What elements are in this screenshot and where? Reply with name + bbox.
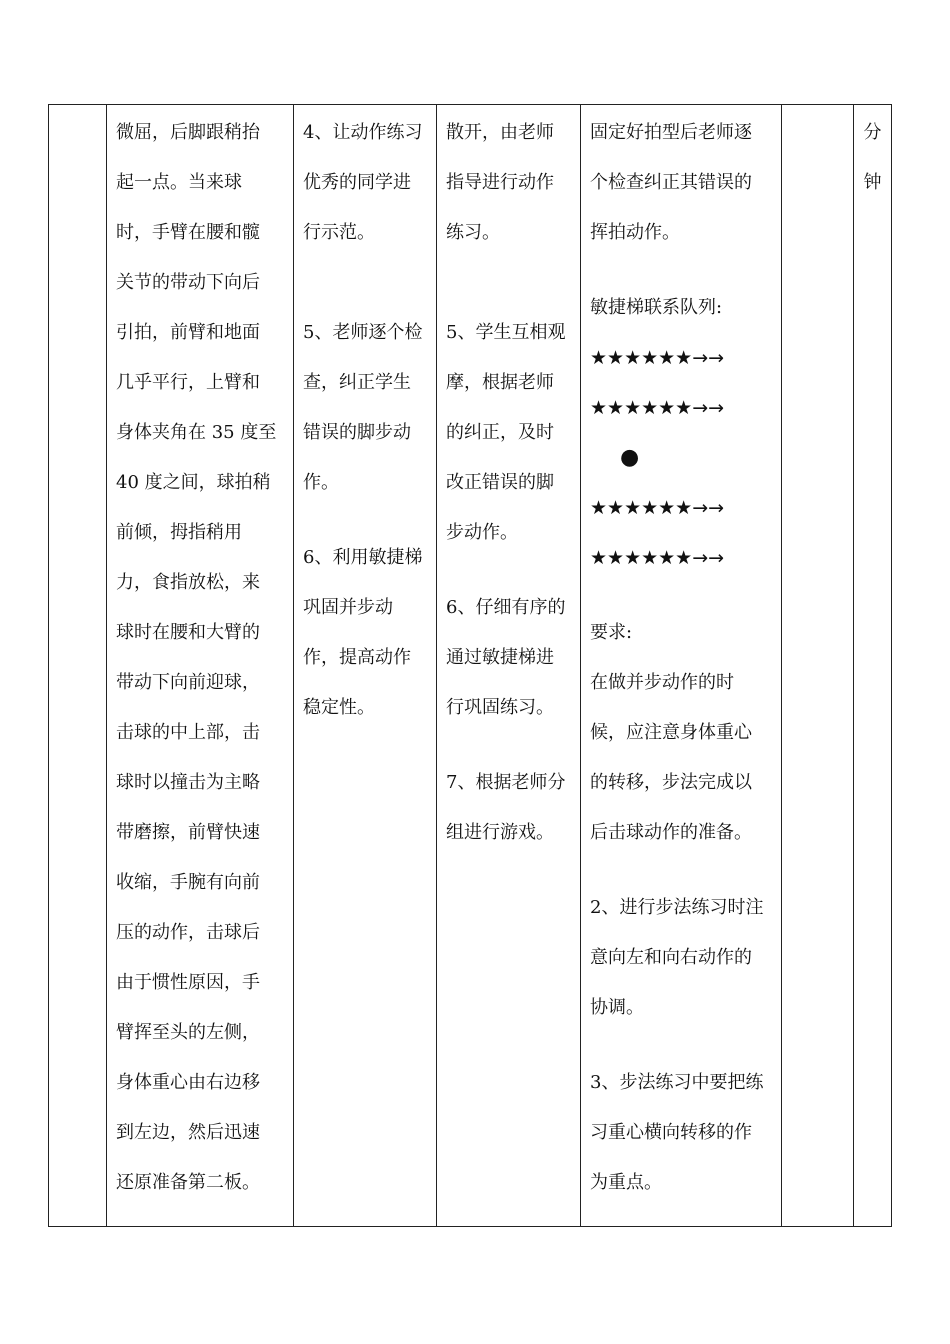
action-text-line: 带磨擦，前臂快速 xyxy=(116,822,260,843)
action-text-line: 带动下向前迎球， xyxy=(116,672,260,693)
empty-cell-left xyxy=(49,105,107,1227)
teacher-step-5-line: 5、老师逐个检 xyxy=(303,322,423,343)
teacher-step-5-line: 错误的脚步动 xyxy=(303,422,411,443)
action-description-cell xyxy=(107,105,294,1227)
org-intro-line: 挥拍动作。 xyxy=(590,222,680,243)
student-step-4-line: 指导进行动作 xyxy=(446,172,554,193)
action-text-line: 到左边，然后迅速 xyxy=(116,1122,260,1143)
action-text-line: 前倾，拇指稍用 xyxy=(116,522,242,543)
formation-row: ★★★★★★→→ xyxy=(590,347,725,369)
action-text-line: 由于惯性原因，手 xyxy=(116,972,260,993)
teacher-step-5-line: 查，纠正学生 xyxy=(303,372,411,393)
teacher-step-6-line: 巩固并步动 xyxy=(303,597,393,618)
spacer xyxy=(446,258,572,308)
teacher-activity-cell xyxy=(294,105,437,1227)
teacher-step-6-line: 作，提高动作 xyxy=(303,647,411,668)
time-unit-char: 分 xyxy=(863,122,882,143)
requirement-1-line: 的转移，步法完成以 xyxy=(590,772,752,793)
spacer xyxy=(446,733,572,758)
formation-row: ★★★★★★→→ xyxy=(590,547,725,569)
teacher-step-6-line: 6、利用敏捷梯 xyxy=(303,547,423,568)
organization-cell xyxy=(581,105,782,1227)
action-text-line: 力，食指放松，来 xyxy=(116,572,260,593)
action-text-line: 身体夹角在 35 度至 xyxy=(116,422,277,443)
spacer xyxy=(446,558,572,583)
time-unit-char: 钟 xyxy=(863,172,882,193)
teacher-position-dot: ● xyxy=(620,445,640,470)
student-step-5-line: 步动作。 xyxy=(446,522,518,543)
action-text-line: 微屈，后脚跟稍抬 xyxy=(116,122,260,143)
org-intro-line: 个检查纠正其错误的 xyxy=(590,172,752,193)
student-step-6-line: 通过敏捷梯进 xyxy=(446,647,554,668)
requirement-3-line: 为重点。 xyxy=(590,1172,662,1193)
time-unit-cell xyxy=(854,105,892,1227)
teacher-step-5-line: 作。 xyxy=(303,472,339,493)
spacer xyxy=(303,508,428,533)
student-step-5-line: 的纠正，及时 xyxy=(446,422,554,443)
action-text-line: 40 度之间，球拍稍 xyxy=(116,472,271,493)
requirement-2-line: 意向左和向右动作的 xyxy=(590,947,752,968)
action-text-line: 球时以撞击为主略 xyxy=(116,772,260,793)
empty-cell-count xyxy=(782,105,854,1227)
action-text-line: 几乎平行，上臂和 xyxy=(116,372,260,393)
requirements-title: 要求: xyxy=(590,622,633,643)
spacer xyxy=(590,1033,773,1058)
requirement-3-line: 3、步法练习中要把练 xyxy=(590,1072,764,1093)
action-text-line: 还原准备第二板。 xyxy=(116,1172,260,1193)
requirement-2-line: 2、进行步法练习时注 xyxy=(590,897,764,918)
action-text-line: 身体重心由右边移 xyxy=(116,1072,260,1093)
requirement-2-line: 协调。 xyxy=(590,997,644,1018)
student-step-6-line: 6、仔细有序的 xyxy=(446,597,566,618)
spacer xyxy=(590,583,773,608)
lesson-plan-table xyxy=(48,104,892,1227)
teacher-step-4-line: 行示范。 xyxy=(303,222,375,243)
student-step-5-line: 改正错误的脚 xyxy=(446,472,554,493)
action-text-line: 击球的中上部，击 xyxy=(116,722,260,743)
action-text-line: 引拍，前臂和地面 xyxy=(116,322,260,343)
student-step-5-line: 5、学生互相观 xyxy=(446,322,566,343)
teacher-step-6-line: 稳定性。 xyxy=(303,697,375,718)
action-text-line: 收缩，手腕有向前 xyxy=(116,872,260,893)
requirement-1-line: 在做并步动作的时 xyxy=(590,672,734,693)
student-activity-cell xyxy=(437,105,581,1227)
agility-ladder-title: 敏捷梯联系队列: xyxy=(590,297,723,318)
action-text-line: 时，手臂在腰和髋 xyxy=(116,222,260,243)
action-text-line: 关节的带动下向后 xyxy=(116,272,260,293)
teacher-step-4-line: 4、让动作练习 xyxy=(303,122,423,143)
action-text-line: 臂挥至头的左侧， xyxy=(116,1022,260,1043)
action-text-line: 压的动作，击球后 xyxy=(116,922,260,943)
spacer xyxy=(303,258,428,308)
action-text-line: 球时在腰和大臂的 xyxy=(116,622,260,643)
formation-row: ★★★★★★→→ xyxy=(590,397,725,419)
student-step-7-line: 组进行游戏。 xyxy=(446,822,554,843)
spacer xyxy=(590,858,773,883)
student-step-7-line: 7、根据老师分 xyxy=(446,772,566,793)
org-intro-line: 固定好拍型后老师逐 xyxy=(590,122,752,143)
requirement-1-line: 候，应注意身体重心 xyxy=(590,722,752,743)
student-step-4-line: 散开，由老师 xyxy=(446,122,554,143)
requirement-1-line: 后击球动作的准备。 xyxy=(590,822,752,843)
requirement-3-line: 习重心横向转移的作 xyxy=(590,1122,752,1143)
spacer xyxy=(590,258,773,283)
formation-row: ★★★★★★→→ xyxy=(590,497,725,519)
student-step-4-line: 练习。 xyxy=(446,222,500,243)
student-step-6-line: 行巩固练习。 xyxy=(446,697,554,718)
student-step-5-line: 摩，根据老师 xyxy=(446,372,554,393)
action-text-line: 起一点。当来球 xyxy=(116,172,242,193)
teacher-step-4-line: 优秀的同学进 xyxy=(303,172,411,193)
